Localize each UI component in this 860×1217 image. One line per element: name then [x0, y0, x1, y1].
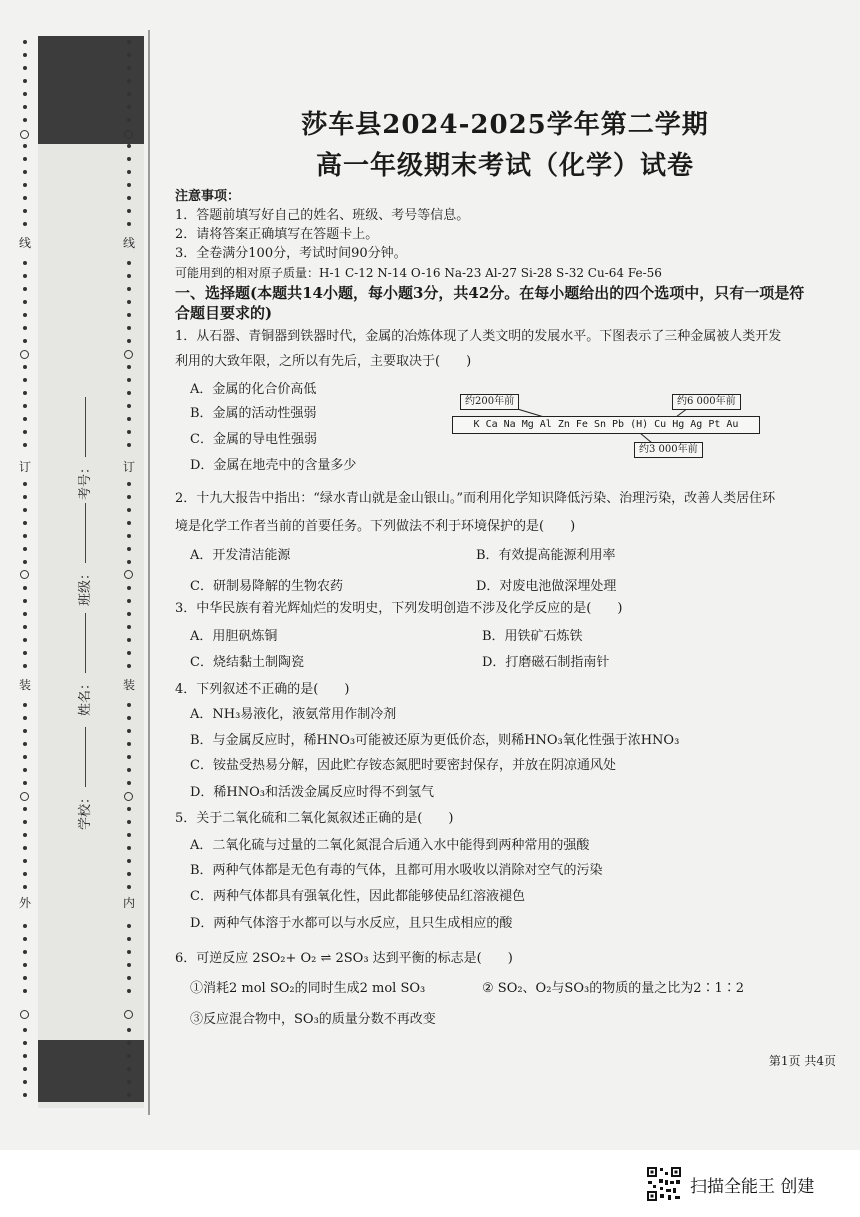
xingming-label: 姓名： — [78, 676, 93, 716]
seal-dot — [127, 183, 131, 187]
kaohao-field[interactable] — [74, 397, 93, 500]
seal-dot — [127, 196, 131, 200]
seal-dot — [23, 378, 27, 382]
seal-dot — [23, 833, 27, 837]
seal-dot — [127, 417, 131, 421]
seal-dot — [127, 391, 131, 395]
page-number: 第1页 共4页 — [768, 1054, 836, 1068]
banji-field[interactable] — [74, 503, 93, 606]
seal-dot — [127, 1041, 131, 1045]
seal-dot — [127, 989, 131, 993]
seal-dot — [23, 391, 27, 395]
seal-circle-icon — [20, 792, 29, 801]
seal-dot — [127, 495, 131, 499]
q4-option-b[interactable]: B．与金属反应时，稀HNO₃可能被还原为更低价态，则稀HNO₃氧化性强于浓HNO₃ — [190, 733, 680, 748]
question-6-stem: 6．可逆反应 2SO₂+ O₂ ⇌ 2SO₃ 达到平衡的标志是( ) — [175, 951, 513, 966]
activity-series: K Ca Na Mg Al Zn Fe Sn Pb (H) Cu Hg Ag Pt Au — [452, 416, 760, 434]
q1-option-a[interactable]: A．金属的化合价高低 — [190, 382, 317, 397]
seal-dot — [23, 1028, 27, 1032]
seal-dot — [127, 638, 131, 642]
seal-dot — [23, 92, 27, 96]
seal-dot — [23, 768, 27, 772]
seal-dot — [127, 157, 131, 161]
question-2-stem-cont: 境是化学工作者当前的首要任务。下列做法不利于环境保护的是( ) — [175, 519, 576, 534]
question-2-stem: 2．十九大报告中指出：“绿水青山就是金山银山。”而利用化学知识降低污染、治理污染，改善人类居住环 — [175, 491, 776, 506]
exam-title-line2: 高一年级期末考试（化学）试卷 — [315, 151, 694, 181]
seal-dot — [23, 508, 27, 512]
question-1-stem-cont: 利用的大致年限，之所以有先后，主要取决于( ) — [175, 354, 472, 369]
seal-dot — [23, 300, 27, 304]
seal-dot — [127, 79, 131, 83]
seal-dot — [127, 40, 131, 44]
inner-seal-line — [122, 40, 136, 1110]
seal-dot — [127, 560, 131, 564]
seal-dot — [23, 664, 27, 668]
seal-dot — [127, 287, 131, 291]
seal-dot — [23, 222, 27, 226]
seal-dot — [23, 183, 27, 187]
seal-dot — [127, 53, 131, 57]
q5-option-c[interactable]: C．两种气体都具有强氧化性，因此都能够使品红溶液褪色 — [190, 889, 525, 904]
qr-code-icon — [646, 1166, 682, 1202]
seal-dot — [23, 625, 27, 629]
q1-option-d[interactable]: D．金属在地壳中的含量多少 — [190, 458, 357, 473]
seal-dot — [23, 66, 27, 70]
seal-dot — [127, 820, 131, 824]
seal-dot — [23, 1041, 27, 1045]
seal-dot — [127, 924, 131, 928]
seal-dot — [23, 963, 27, 967]
seal-dot — [127, 300, 131, 304]
question-3-stem: 3．中华民族有着光辉灿烂的发明史，下列发明创造不涉及化学反应的是( ) — [175, 601, 623, 616]
seal-dot — [127, 716, 131, 720]
seal-dot — [23, 274, 27, 278]
seal-dot — [127, 612, 131, 616]
binding-strip-border — [148, 30, 150, 1115]
seal-dot — [23, 859, 27, 863]
seal-dot — [127, 118, 131, 122]
q2-option-b[interactable]: B．有效提高能源利用率 — [476, 548, 616, 563]
seal-dot — [23, 1054, 27, 1058]
seal-dot — [23, 326, 27, 330]
seal-circle-icon — [20, 1010, 29, 1019]
seal-dot — [127, 807, 131, 811]
seal-dot — [23, 885, 27, 889]
q5-option-b[interactable]: B．两种气体都是无色有毒的气体，且都可用水吸收以消除对空气的污染 — [190, 863, 603, 878]
q4-option-c[interactable]: C．铵盐受热易分解，因此贮存铵态氮肥时要密封保存，并放在阴凉通风处 — [190, 758, 616, 773]
q3-option-a[interactable]: A．用胆矾炼铜 — [190, 629, 278, 644]
seal-dot — [127, 1054, 131, 1058]
seal-dot — [127, 859, 131, 863]
kaohao-label: 考号： — [78, 460, 93, 500]
seal-dot — [23, 612, 27, 616]
q2-option-a[interactable]: A．开发清洁能源 — [190, 548, 291, 563]
seal-char-zhuang: 装 — [122, 678, 135, 692]
seal-dot — [127, 1028, 131, 1032]
q6-statement-3: ③反应混合物中，SO₃的质量分数不再改变 — [190, 1012, 436, 1027]
seal-dot — [23, 703, 27, 707]
metal-activity-diagram — [452, 390, 764, 460]
seal-dot — [127, 963, 131, 967]
seal-dot — [127, 950, 131, 954]
q3-option-b[interactable]: B．用铁矿石炼铁 — [482, 629, 583, 644]
question-1-stem: 1．从石器、青铜器到铁器时代，金属的冶炼体现了人类文明的发展水平。下图表示了三种金属被人类开发 — [175, 329, 782, 344]
seal-dot — [127, 885, 131, 889]
seal-dot — [127, 521, 131, 525]
xuexiao-field[interactable] — [74, 727, 93, 830]
seal-dot — [127, 768, 131, 772]
q4-option-d[interactable]: D．稀HNO₃和活泼金属反应时得不到氢气 — [190, 785, 435, 800]
seal-dot — [23, 716, 27, 720]
seal-dot — [127, 274, 131, 278]
seal-dot — [23, 417, 27, 421]
seal-dot — [23, 157, 27, 161]
seal-char-zhuang: 装 — [18, 678, 31, 692]
seal-dot — [23, 1080, 27, 1084]
seal-dot — [127, 664, 131, 668]
question-4-stem: 4．下列叙述不正确的是( ) — [175, 682, 350, 697]
question-5-stem: 5．关于二氧化硫和二氧化氮叙述正确的是( ) — [175, 811, 454, 826]
q2-option-c[interactable]: C．研制易降解的生物农药 — [190, 579, 343, 594]
label-200-years: 约200年前 — [460, 394, 519, 410]
seal-dot — [23, 261, 27, 265]
q2-option-d[interactable]: D．对废电池做深埋处理 — [476, 579, 617, 594]
seal-dot — [127, 586, 131, 590]
seal-dot — [127, 144, 131, 148]
seal-dot — [23, 599, 27, 603]
seal-dot — [23, 651, 27, 655]
seal-dot — [23, 547, 27, 551]
seal-dot — [23, 950, 27, 954]
seal-dot — [23, 534, 27, 538]
atomic-masses: 可能用到的相对原子质量：H-1 C-12 N-14 O-16 Na-23 Al-27 Si-28 S-32 Cu-64 Fe-56 — [175, 266, 662, 280]
seal-circle-icon — [124, 350, 133, 359]
seal-dot — [127, 781, 131, 785]
seal-circle-icon — [20, 350, 29, 359]
seal-char-xian: 线 — [122, 236, 135, 250]
seal-dot — [23, 924, 27, 928]
seal-dot — [23, 196, 27, 200]
seal-dot — [23, 807, 27, 811]
seal-dot — [23, 53, 27, 57]
seal-dot — [23, 1067, 27, 1071]
seal-char-xian: 线 — [18, 236, 31, 250]
seal-dot — [127, 430, 131, 434]
notes-heading: 注意事项： — [175, 189, 241, 204]
banji-label: 班级： — [78, 566, 93, 606]
seal-dot — [127, 599, 131, 603]
seal-dot — [127, 833, 131, 837]
note-item: 3．全卷满分100分，考试时间90分钟。 — [175, 246, 407, 261]
seal-dot — [23, 118, 27, 122]
seal-dot — [23, 742, 27, 746]
seal-dot — [127, 1080, 131, 1084]
outer-seal-line — [18, 40, 32, 1110]
seal-dot — [23, 443, 27, 447]
seal-dot — [127, 547, 131, 551]
seal-dot — [23, 755, 27, 759]
seal-dot — [23, 976, 27, 980]
seal-dot — [127, 222, 131, 226]
seal-dot — [23, 170, 27, 174]
seal-dot — [23, 105, 27, 109]
seal-dot — [127, 443, 131, 447]
seal-dot — [23, 781, 27, 785]
seal-dot — [23, 937, 27, 941]
q6-statement-1: ①消耗2 mol SO₂的同时生成2 mol SO₃ — [190, 981, 426, 996]
seal-dot — [23, 144, 27, 148]
scanner-brand: 扫描全能王 创建 — [690, 1177, 815, 1197]
seal-dot — [127, 365, 131, 369]
seal-dot — [127, 937, 131, 941]
seal-dot — [23, 404, 27, 408]
seal-dot — [127, 482, 131, 486]
seal-dot — [127, 326, 131, 330]
section-heading-cont: 合题目要求的) — [175, 304, 273, 322]
seal-dot — [23, 287, 27, 291]
exam-title-line1: 莎车县2024-2025学年第二学期 — [301, 110, 709, 140]
seal-dot — [127, 92, 131, 96]
seal-char-nei: 内 — [122, 896, 135, 910]
seal-dot — [127, 625, 131, 629]
seal-dot — [23, 495, 27, 499]
q1-option-b[interactable]: B．金属的活动性强弱 — [190, 406, 317, 421]
seal-dot — [127, 339, 131, 343]
seal-circle-icon — [20, 570, 29, 579]
label-3000-years: 约3 000年前 — [634, 442, 703, 458]
section-heading: 一、选择题(本题共14小题，每小题3分，共42分。在每小题给出的四个选项中，只有一项是符 — [175, 284, 805, 302]
q5-option-d[interactable]: D．两种气体溶于水都可以与水反应，且只生成相应的酸 — [190, 916, 513, 931]
seal-dot — [23, 846, 27, 850]
seal-dot — [127, 651, 131, 655]
seal-dot — [127, 261, 131, 265]
note-item: 2．请将答案正确填写在答题卡上。 — [175, 227, 379, 242]
seal-dot — [127, 1067, 131, 1071]
seal-dot — [127, 846, 131, 850]
seal-dot — [23, 989, 27, 993]
seal-dot — [23, 560, 27, 564]
xingming-field[interactable] — [74, 613, 93, 716]
seal-dot — [23, 209, 27, 213]
xuexiao-label: 学校： — [78, 790, 93, 830]
seal-dot — [127, 742, 131, 746]
seal-dot — [127, 508, 131, 512]
seal-dot — [23, 40, 27, 44]
seal-dot — [127, 66, 131, 70]
seal-circle-icon — [124, 1010, 133, 1019]
seal-char-ding: 订 — [18, 460, 31, 474]
q5-option-a[interactable]: A．二氧化硫与过量的二氧化氮混合后通入水中能得到两种常用的强酸 — [190, 838, 590, 853]
seal-circle-icon — [20, 130, 29, 139]
seal-dot — [23, 430, 27, 434]
seal-dot — [127, 313, 131, 317]
q3-option-d[interactable]: D．打磨磁石制指南针 — [482, 655, 610, 670]
note-item: 1．答题前填写好自己的姓名、班级、考号等信息。 — [175, 208, 470, 223]
seal-dot — [127, 729, 131, 733]
seal-circle-icon — [124, 570, 133, 579]
seal-dot — [23, 79, 27, 83]
seal-circle-icon — [124, 130, 133, 139]
seal-dot — [23, 365, 27, 369]
label-6000-years: 约6 000年前 — [672, 394, 741, 410]
seal-dot — [127, 976, 131, 980]
q3-option-c[interactable]: C．烧结黏土制陶瓷 — [190, 655, 304, 670]
seal-dot — [127, 105, 131, 109]
seal-dot — [127, 1093, 131, 1097]
seal-dot — [23, 820, 27, 824]
seal-dot — [23, 482, 27, 486]
seal-char-wai: 外 — [18, 896, 31, 910]
seal-dot — [23, 872, 27, 876]
seal-dot — [23, 729, 27, 733]
seal-dot — [127, 378, 131, 382]
seal-dot — [23, 638, 27, 642]
q1-option-c[interactable]: C．金属的导电性强弱 — [190, 432, 317, 447]
seal-circle-icon — [124, 792, 133, 801]
q4-option-a[interactable]: A．NH₃易液化，液氨常用作制冷剂 — [190, 707, 397, 722]
seal-dot — [23, 521, 27, 525]
seal-dot — [127, 534, 131, 538]
seal-dot — [23, 339, 27, 343]
seal-dot — [23, 313, 27, 317]
seal-dot — [127, 170, 131, 174]
seal-dot — [127, 404, 131, 408]
seal-dot — [127, 209, 131, 213]
q6-statement-2: ② SO₂、O₂与SO₃的物质的量之比为2∶1∶2 — [482, 981, 745, 996]
seal-char-ding: 订 — [122, 460, 135, 474]
seal-dot — [127, 872, 131, 876]
seal-dot — [23, 1093, 27, 1097]
seal-dot — [23, 586, 27, 590]
seal-dot — [127, 703, 131, 707]
seal-dot — [127, 755, 131, 759]
